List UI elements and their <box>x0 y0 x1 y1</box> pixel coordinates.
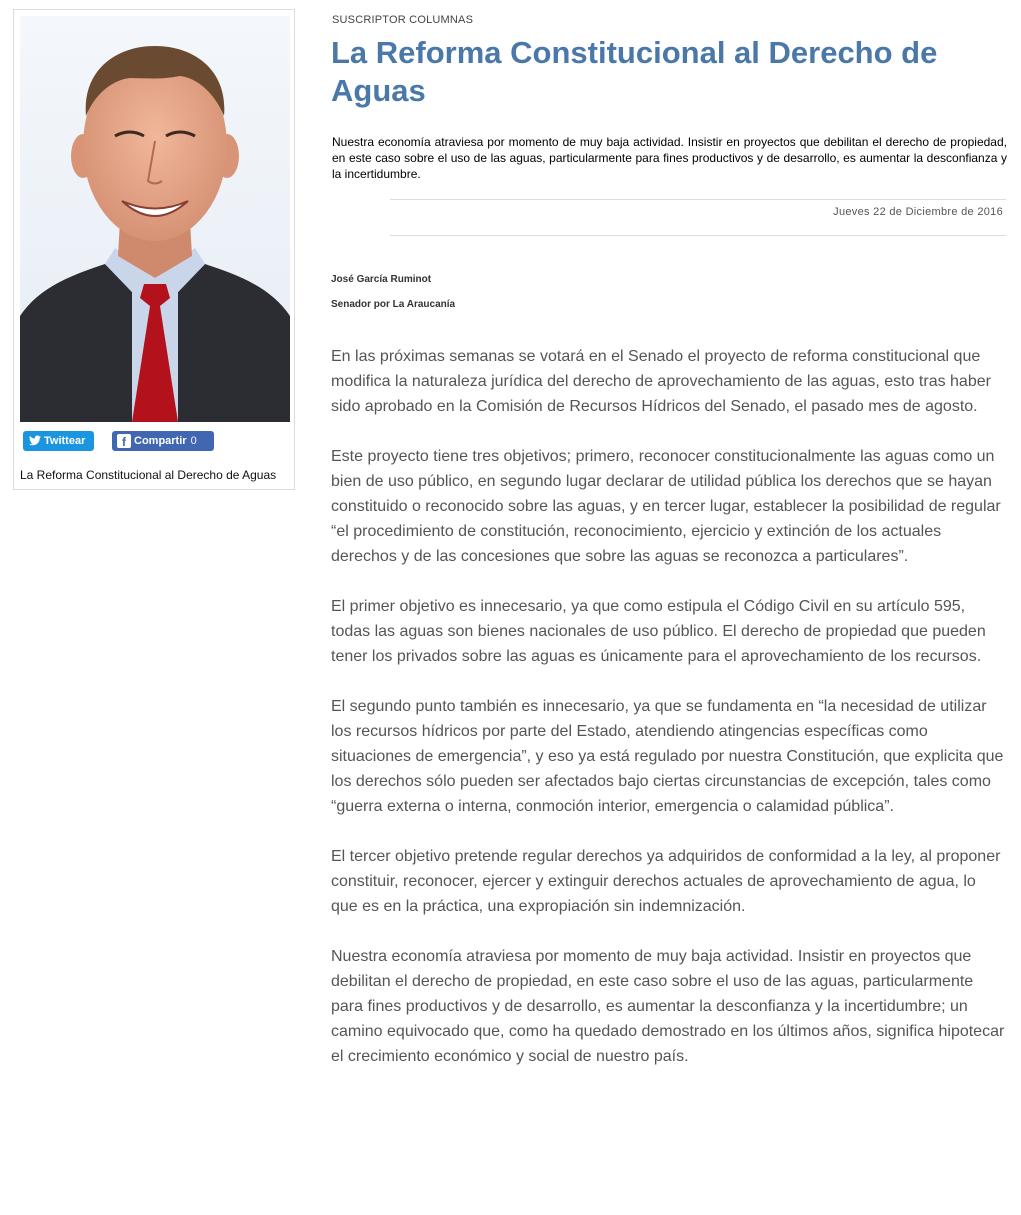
publish-date: Jueves 22 de Diciembre de 2016 <box>833 206 1003 218</box>
author-name: José García Ruminot <box>331 274 432 285</box>
author-photo <box>20 16 290 422</box>
body-paragraph: El tercer objetivo pretende regular derechos ya adquiridos de conformidad a la ley, al proponer constituir, reconocer, ejercer y extinguir derechos actuales de aprovechamiento de agua, lo que es en la práctica, una expropiación sin indemnización. <box>331 848 1001 915</box>
twitter-share-label: Twittear <box>44 435 86 447</box>
author-role: Senador por La Araucanía <box>331 299 456 310</box>
author-card <box>13 9 295 490</box>
body-paragraph: El primer objetivo es innecesario, ya que como estipula el Código Civil en su artículo 595, todas las aguas son bienes nacionales de uso público. El derecho de propiedad que pueden tener los privados sobre las aguas es únicamente para el aprovechamiento de los recursos. <box>331 598 986 665</box>
divider-bottom <box>390 235 1006 236</box>
twitter-share-button[interactable] <box>23 431 94 451</box>
facebook-icon: f <box>117 434 131 448</box>
article-body <box>331 344 1006 1094</box>
facebook-share-label: Compartir <box>134 435 187 447</box>
facebook-share-count: 0 <box>190 435 197 447</box>
divider-top <box>390 199 1006 200</box>
twitter-bird-icon <box>29 435 41 446</box>
body-paragraph: En las próximas semanas se votará en el Senado el proyecto de reforma constitucional que modifica la naturaleza jurídica del derecho de aprovechamiento de las aguas, esto tras haber sido aprobado en la Comisión de Recursos Hídricos del Senado, el pasado mes de agosto. <box>331 348 991 415</box>
article-title: La Reforma Constitucional al Derecho de Aguas <box>331 35 938 108</box>
body-paragraph: Nuestra economía atraviesa por momento de muy baja actividad. Insistir en proyectos que debilitan el derecho de propiedad, en este caso sobre el uso de las aguas, particularmente para fines productivos y de desarrollo, es aumentar la desconfianza y la incertidumbre; un camino equivocado que, como ha quedado demostrado en los últimos años, significa hipotecar el crecimiento económico y social de nuestro país. <box>331 948 1005 1065</box>
facebook-share-button[interactable] <box>112 431 214 451</box>
author-portrait-image <box>20 16 290 422</box>
body-paragraph: El segundo punto también es innecesario, ya que se fundamenta en “la necesidad de utilizar los recursos hídricos por parte del Estado, atendiendo atingencias específicas como situaciones de emergencia”, y eso ya está regulado por nuestra Constitución, que explicita que los derechos sólo pueden ser afectados bajo ciertas circunstancias de excepción, tales como “guerra externa o interna, conmoción interior, emergencia o calamidad pública”. <box>331 698 1004 815</box>
photo-caption: La Reforma Constitucional al Derecho de Aguas <box>20 468 277 482</box>
body-paragraph: Este proyecto tiene tres objetivos; primero, reconocer constitucionalmente las aguas como un bien de uso público, en segundo lugar declarar de utilidad pública los derechos que se hayan constituido o reconocido sobre las aguas, y en tercer lugar, establecer la posibilidad de regular “el procedimiento de constitución, reconocimiento, ejercicio y extinción de los actuales derechos y de las concesiones que sobre las aguas se reconozca a particulares”. <box>331 448 1001 565</box>
section-kicker: SUSCRIPTOR COLUMNAS <box>332 14 474 26</box>
article-lead: Nuestra economía atraviesa por momento de muy baja actividad. Insistir en proyectos que debilitan el derecho de propiedad, en este caso sobre el uso de las aguas, particularmente para fines productivos y de desarrollo, es aumentar la desconfianza y la incertidumbre. <box>332 135 1007 181</box>
